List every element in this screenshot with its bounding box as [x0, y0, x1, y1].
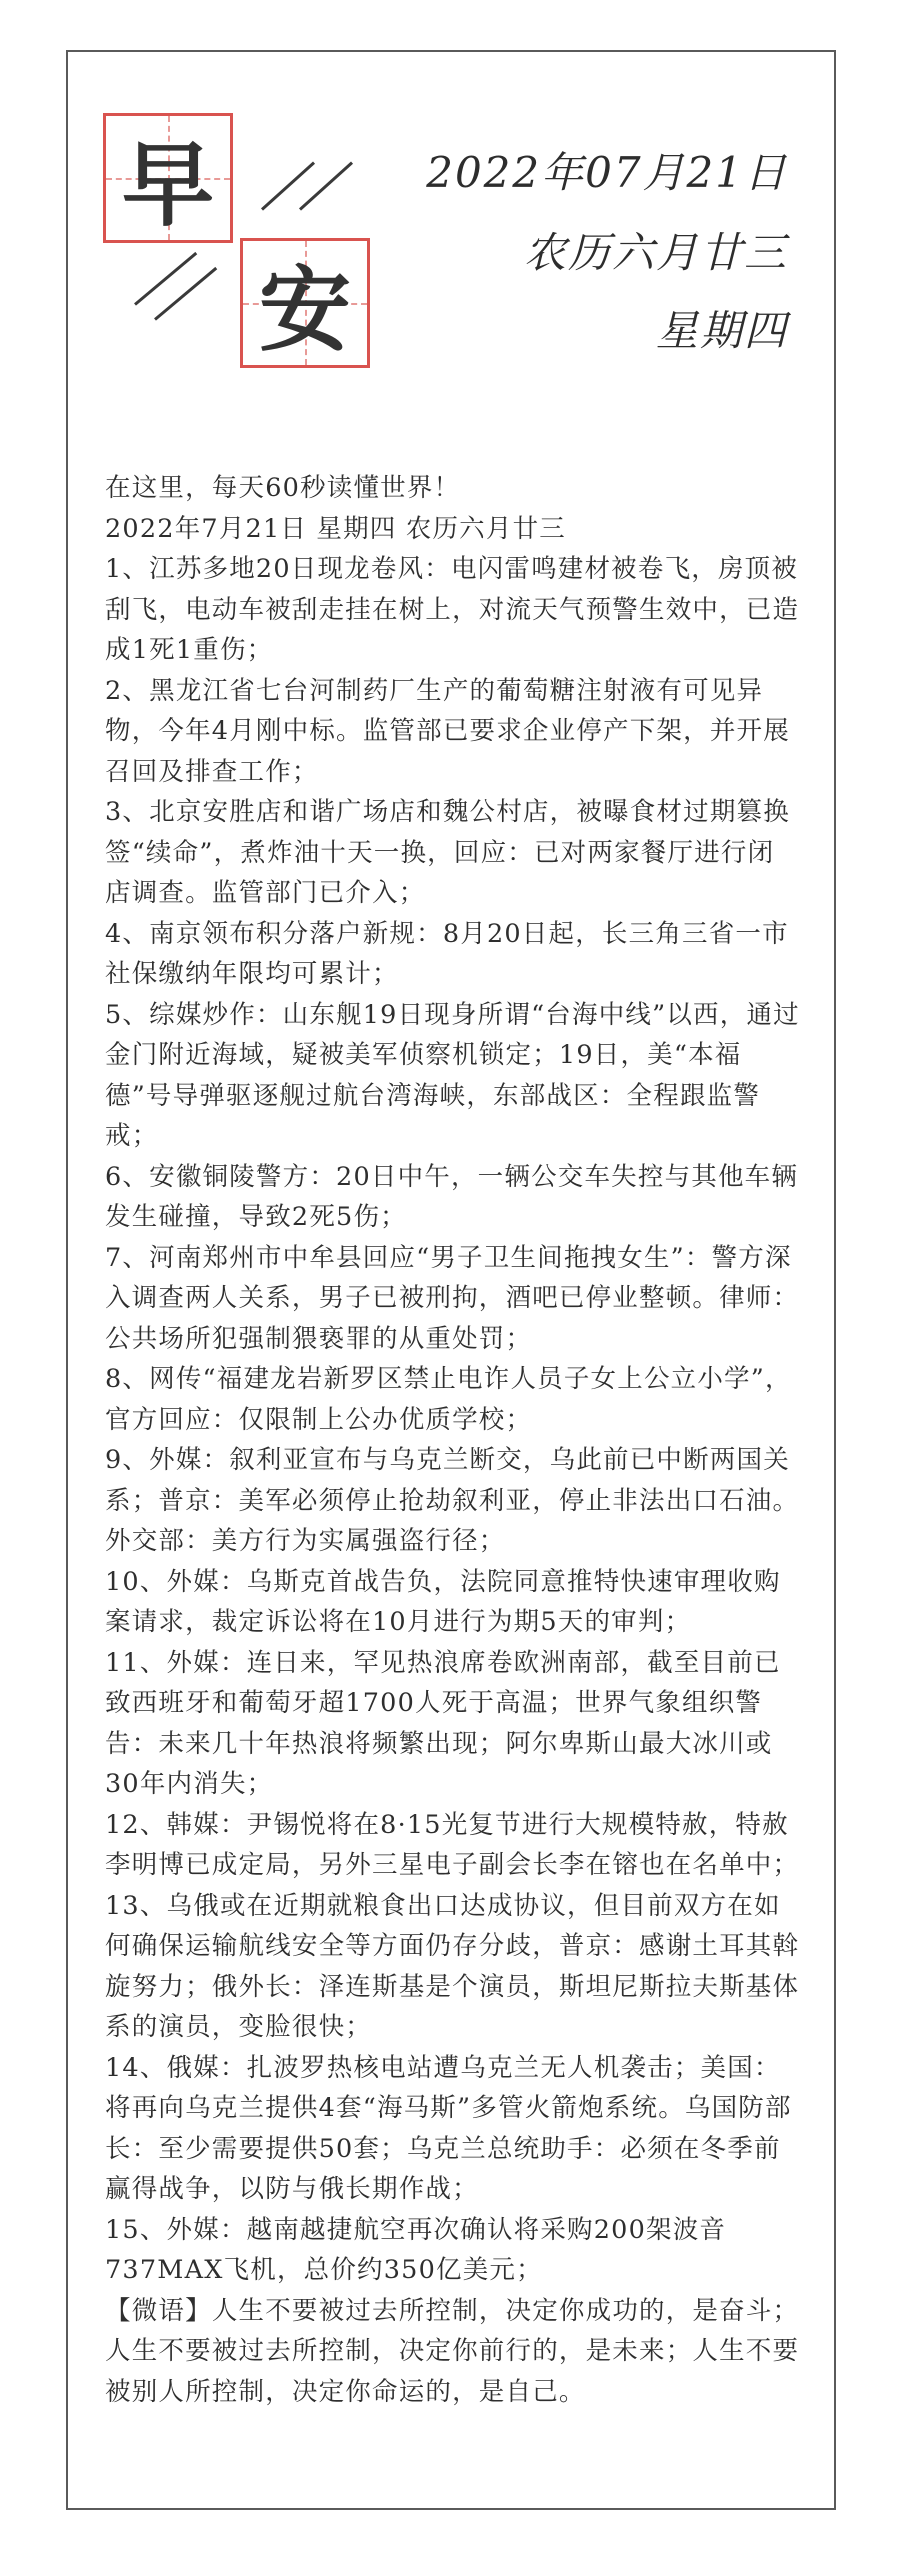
intro-line: 2022年7月21日 星期四 农历六月廿三 [105, 513, 566, 544]
news-item: 7、河南郑州市中牟县回应“男子卫生间拖拽女生”：警方深入调查两人关系，男子已被刑拘，酒吧已停业整顿。律师：公共场所犯强制猥亵罪的从重处罚； [105, 1242, 800, 1354]
news-item: 13、乌俄或在近期就粮食出口达成协议，但目前双方在如何确保运输航线安全等方面仍存分歧，普京：感谢土耳其斡旋努力；俄外长：泽连斯基是个演员，斯坦尼斯拉夫斯基体系的演员，变脸很快； [105, 1890, 800, 2042]
lunar-date-text: 农历六月廿三 [523, 228, 788, 277]
greeting-tile-peace [240, 238, 370, 368]
news-item: 5、综媒炒作：山东舰19日现身所谓“台海中线”以西，通过金门附近海域，疑被美军侦察机锁定；19日，美“本福德”号导弹驱逐舰过航台湾海峡，东部战区：全程跟监警戒； [105, 999, 800, 1151]
date-text: 2022年07月21日 [426, 148, 788, 197]
news-item: 6、安徽铜陵警方：20日中午，一辆公交车失控与其他车辆发生碰撞，导致2死5伤； [105, 1161, 799, 1232]
news-item: 10、外媒：乌斯克首战告负，法院同意推特快速审理收购案请求，裁定诉讼将在10月进行为期5天的审判； [105, 1566, 781, 1637]
news-item: 1、江苏多地20日现龙卷风：电闪雷鸣建材被卷飞，房顶被刮飞，电动车被刮走挂在树上，对流天气预警生效中，已造成1死1重伤； [105, 554, 800, 665]
quote-line [105, 2291, 800, 2413]
weekday-text: 星期四 [655, 306, 788, 355]
quote-text: 人生不要被过去所控制，决定你成功的，是奋斗；人生不要被过去所控制，决定你前行的，是未来；人生不要被别人所控制，决定你命运的，是自己。 [105, 2295, 800, 2407]
news-item: 12、韩媒：尹锡悦将在8·15光复节进行大规模特赦，特赦李明博已成定局，另外三星电子副会长李在镕也在名单中； [105, 1809, 800, 1880]
news-item: 15、外媒：越南越捷航空再次确认将采购200架波音737MAX飞机，总价约350亿美元； [105, 2214, 727, 2285]
greeting-tile-morning [103, 113, 233, 243]
news-item: 4、南京领布积分落户新规：8月20日起，长三角三省一市社保缴纳年限均可累计； [105, 918, 789, 989]
news-item: 3、北京安胜店和谐广场店和魏公村店，被曝食材过期篡换签“续命”，煮炸油十天一换，回应：已对两家餐厅进行闭店调查。监管部门已介入； [105, 797, 790, 908]
news-body [105, 468, 800, 2412]
news-item: 11、外媒：连日来，罕见热浪席卷欧洲南部，截至目前已致西班牙和葡萄牙超1700人死于高温；世界气象组织警告：未来几十年热浪将频繁出现；阿尔卑斯山最大冰川或30年内消失； [105, 1647, 781, 1799]
tile-char-zao: 早 [121, 132, 214, 239]
intro-line: 在这里，每天60秒读懂世界！ [105, 473, 461, 503]
news-item: 8、网传“福建龙岩新罗区禁止电诈人员子女上公立小学”，官方回应：仅限制上公办优质学校； [105, 1364, 792, 1435]
news-item: 2、黑龙江省七台河制药厂生产的葡萄糖注射液有可见异物，今年4月刚中标。监管部已要求企业停产下架，并开展召回及排查工作； [105, 675, 790, 787]
news-item: 9、外媒：叙利亚宣布与乌克兰断交，乌此前已中断两国关系；普京：美军必须停止抢劫叙利亚，停止非法出口石油。外交部：美方行为实属强盗行径； [105, 1445, 800, 1556]
tile-char-an: 安 [258, 257, 351, 364]
quote-tag: 【微语】 [105, 2295, 212, 2326]
news-item: 14、俄媒：扎波罗热核电站遭乌克兰无人机袭击；美国：将再向乌克兰提供4套“海马斯”多管火箭炮系统。乌国防部长：至少需要提供50套；乌克兰总统助手：必须在冬季前赢得战争，以防与俄长期作战； [105, 2052, 792, 2204]
